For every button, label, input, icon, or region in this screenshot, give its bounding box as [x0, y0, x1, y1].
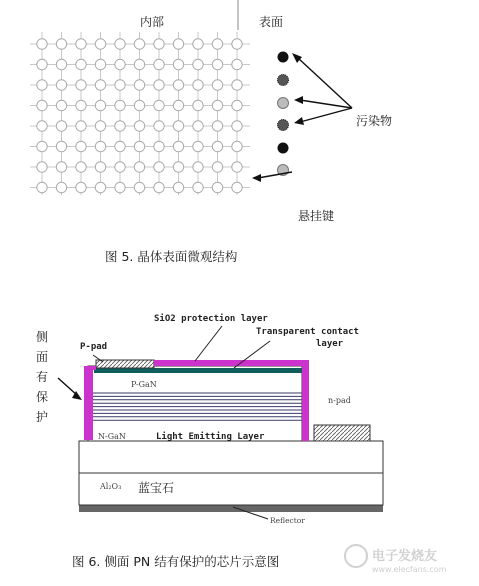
reflector-label: Reflector — [270, 516, 305, 525]
watermark — [344, 543, 474, 579]
side-protection-label: 侧 面 有 保 护 — [36, 330, 49, 424]
transparent-contact-label-line1: Transparent contact — [256, 327, 359, 337]
surface-region-label: 表面 — [259, 15, 284, 29]
figure-5-caption: 图 5. 晶体表面微观结构 — [105, 249, 238, 264]
figure-6-caption: 图 6. 侧面 PN 结有保护的芯片示意图 — [72, 554, 280, 569]
watermark-text: 电子发烧友 — [372, 549, 438, 564]
watermark-logo-icon — [344, 544, 368, 568]
p-pad-label: P-pad — [80, 342, 108, 352]
inner-region-label: 内部 — [140, 15, 165, 29]
p-pad — [96, 360, 154, 368]
n-gan-layer — [79, 441, 383, 473]
p-gan-label: P-GaN — [131, 380, 157, 389]
n-pad — [314, 425, 370, 441]
sio2-label: SiO2 protection layer — [154, 314, 268, 324]
transparent-contact-label-line2: layer — [316, 339, 344, 349]
n-gan-label: N-GaN — [98, 432, 126, 441]
reflector-layer — [79, 505, 383, 512]
light-emitting-layer-label: Light Emitting Layer — [156, 432, 265, 442]
n-pad-label: n-pad — [328, 396, 351, 405]
sapphire-label: 蓝宝石 — [138, 481, 175, 495]
al2o3-label: Al₂O₃ — [100, 482, 122, 491]
sapphire-substrate — [79, 473, 383, 505]
side-protection-arrow — [58, 378, 82, 400]
contaminants-label: 污染物 — [356, 114, 393, 128]
watermark-url: www.elecfans.com — [372, 565, 447, 574]
dangling-bonds-label: 悬挂键 — [298, 209, 335, 223]
transparent-contact-layer — [94, 368, 302, 373]
